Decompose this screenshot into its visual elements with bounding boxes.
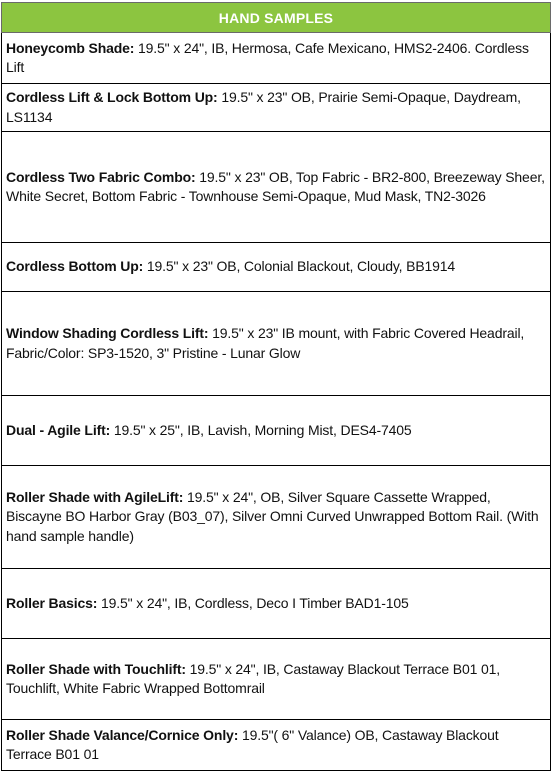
table-cell (2, 243, 551, 292)
table-header-row (2, 3, 551, 33)
row-label: Roller Shade with Touchlift: (6, 660, 186, 677)
table-cell (2, 292, 551, 396)
table-row (2, 720, 551, 771)
row-text: 19.5" x 25", IB, Lavish, Morning Mist, DES4-7405 (110, 421, 412, 438)
table-row (2, 396, 551, 466)
table-row (2, 243, 551, 292)
row-text: 19.5" x 23" IB mount, with Fabric Covered Headrail, Fabric/Color: SP3-1520, 3" Pristine - Lunar Glow (6, 325, 525, 361)
table-cell (2, 33, 551, 84)
table-cell (2, 466, 551, 569)
row-label: Roller Shade Valance/Cornice Only: (6, 726, 239, 743)
table-row (2, 466, 551, 569)
row-label: Cordless Two Fabric Combo: (6, 168, 196, 185)
row-text: 19.5" x 23" OB, Prairie Semi-Opaque, Daydream, LS1134 (6, 89, 521, 125)
table-cell (2, 569, 551, 639)
row-text: 19.5" x 24", IB, Castaway Blackout Terrace B01 01, Touchlift, White Fabric Wrapped Bottomrail (6, 660, 500, 696)
row-label: Cordless Lift & Lock Bottom Up: (6, 89, 218, 105)
table-title: HAND SAMPLES (2, 3, 551, 33)
row-text: 19.5" x 23" OB, Colonial Blackout, Cloudy, BB1914 (143, 258, 456, 275)
table-row (2, 33, 551, 84)
table-cell (2, 132, 551, 243)
row-text: 19.5" x 24", OB, Silver Square Cassette Wrapped, Biscayne BO Harbor Gray (B03_07), Silver Omni Curved Unwrapped Bottom Rail. (With hand sample handle) (6, 488, 539, 544)
row-label: Honeycomb Shade: (6, 39, 135, 56)
table-row (2, 569, 551, 639)
row-text: 19.5"( 6" Valance) OB, Castaway Blackout Terrace B01 01 (6, 726, 499, 762)
row-label: Roller Basics: (6, 594, 98, 611)
row-text: 19.5" x 23" OB, Top Fabric - BR2-800, Breezeway Sheer, White Secret, Bottom Fabric - Townhouse Semi-Opaque, Mud Mask, TN2-3026 (6, 168, 545, 204)
row-text: 19.5" x 24", IB, Cordless, Deco I Timber BAD1-105 (97, 594, 409, 611)
table-row (2, 84, 551, 132)
hand-samples-table (1, 2, 551, 771)
table-row (2, 639, 551, 720)
table-cell (2, 84, 551, 132)
table-row (2, 132, 551, 243)
row-label: Window Shading Cordless Lift: (6, 325, 209, 341)
row-label: Cordless Bottom Up: (6, 258, 144, 275)
table-row (2, 292, 551, 396)
row-label: Roller Shade with AgileLift: (6, 488, 184, 505)
table-cell (2, 720, 551, 771)
row-text: 19.5" x 24", IB, Hermosa, Cafe Mexicano, HMS2-2406. Cordless Lift (6, 39, 529, 75)
table-cell (2, 639, 551, 720)
row-label: Dual - Agile Lift: (6, 421, 111, 438)
table-cell (2, 396, 551, 466)
